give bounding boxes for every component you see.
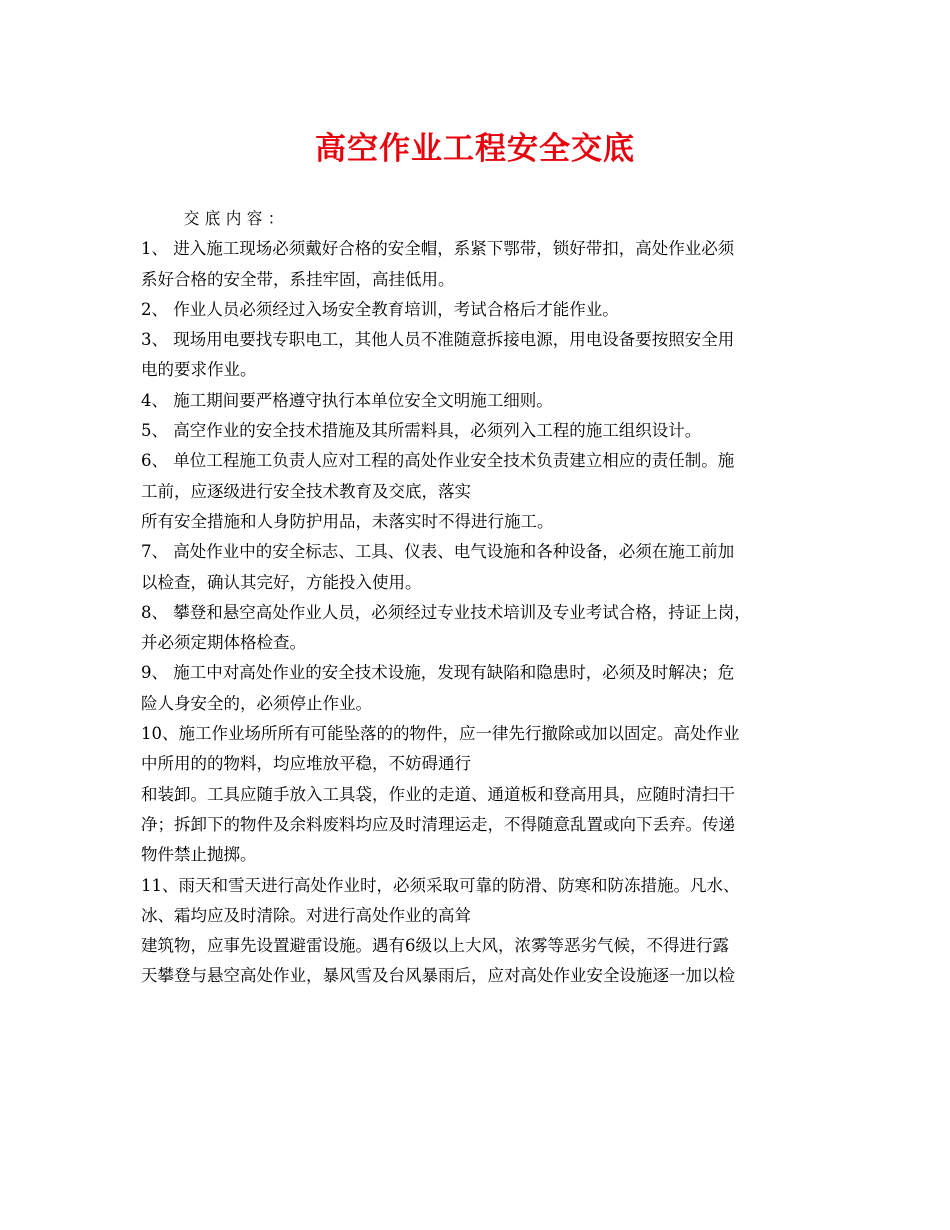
body-line: 净；拆卸下的物件及余料废料均应及时清理运走，不得随意乱置或向下丢弃。传递	[141, 814, 735, 834]
body-line: 9、 施工中对高处作业的安全技术设施，发现有缺陷和隐患时，必须及时解决；危	[141, 663, 735, 683]
body-line: 8、 攀登和悬空高处作业人员，必须经过专业技术培训及专业考试合格，持证上岗，	[141, 602, 751, 622]
body-line: 7、 高处作业中的安全标志、工具、仪表、电气设施和各种设备，必须在施工前加	[141, 542, 735, 562]
body-line: 5、 高空作业的安全技术措施及其所需料具，必须列入工程的施工组织设计。	[141, 421, 702, 441]
body-line: 中所用的的物料，均应堆放平稳，不妨碍通行	[141, 754, 471, 774]
body-line: 1、 进入施工现场必须戴好合格的安全帽，系紧下鄂带，锁好带扣，高处作业必须	[141, 239, 735, 259]
body-line: 电的要求作业。	[141, 360, 257, 380]
body-line: 并必须定期体格检查。	[141, 633, 306, 653]
body-line: 2、 作业人员必须经过入场安全教育培训，考试合格后才能作业。	[141, 299, 619, 319]
body-line: 以检查，确认其完好，方能投入使用。	[141, 572, 422, 592]
body-line: 系好合格的安全带，系挂牢固，高挂低用。	[141, 269, 455, 289]
body-line: 和装卸。工具应随手放入工具袋，作业的走道、通道板和登高用具，应随时清扫干	[141, 784, 735, 804]
body-line: 物件禁止抛掷。	[141, 845, 257, 865]
body-line: 11、雨天和雪天进行高处作业时，必须采取可靠的防滑、防寒和防冻措施。凡水、	[141, 875, 740, 895]
body-line: 所有安全措施和人身防护用品，未落实时不得进行施工。	[141, 511, 554, 531]
body-line: 冰、霜均应及时清除。对进行高处作业的高耸	[141, 905, 471, 925]
body-line: 10、施工作业场所所有可能坠落的的物件，应一律先行撤除或加以固定。高处作业	[141, 724, 740, 744]
body-line: 险人身安全的，必须停止作业。	[141, 693, 372, 713]
document-title: 高空作业工程安全交底	[315, 131, 635, 167]
body-line: 3、 现场用电要找专职电工，其他人员不准随意拆接电源，用电设备要按照安全用	[141, 330, 735, 350]
body-line: 6、 单位工程施工负责人应对工程的高处作业安全技术负责建立相应的责任制。施	[141, 451, 735, 471]
body-line: 建筑物，应事先设置避雷设施。遇有6级以上大风，浓雾等恶劣气候，不得进行露	[141, 936, 729, 956]
body-line: 天攀登与悬空高处作业，暴风雪及台风暴雨后，应对高处作业安全设施逐一加以检	[141, 966, 735, 986]
body-line: 工前，应逐级进行安全技术教育及交底，落实	[141, 481, 471, 501]
body-line: 4、 施工期间要严格遵守执行本单位安全文明施工细则。	[141, 390, 553, 410]
intro-label: 交底内容：	[183, 209, 289, 228]
document-body	[141, 204, 825, 992]
